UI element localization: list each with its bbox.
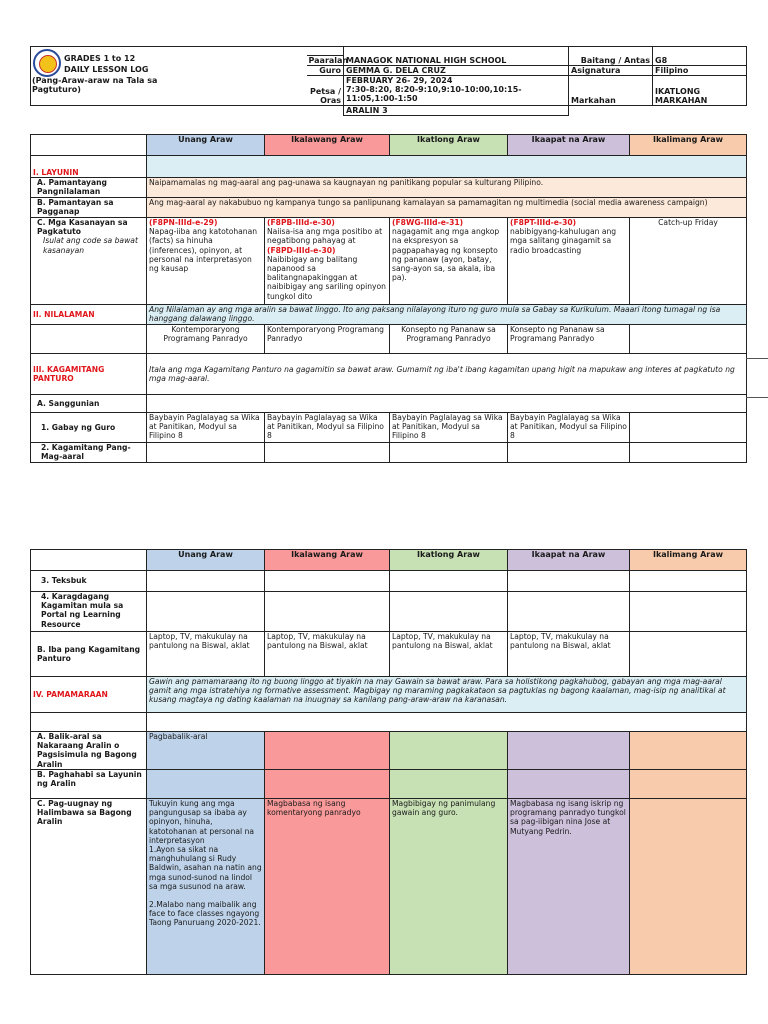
markahan-value: IKATLONG MARKAHAN <box>653 76 747 106</box>
kasanayan-text-4: nabibigyang-kahulugan ang mga salitang ginagamit sa radio broadcasting <box>510 227 617 255</box>
pag-uugnay-day-3: Magbibigay ng panimulang gawain ang guro. <box>390 799 508 975</box>
kasanayan-day-5: Catch-up Friday <box>630 218 747 305</box>
oras-value: 7:30-8:20, 8:20-9:10,9:10-10:00,10:15-11:05,1:00-1:50 <box>346 85 522 103</box>
stray-line-2 <box>746 397 768 398</box>
balik-aral-label: A. Balik-aral sa Nakaraang Aralin o Pagsisimula ng Bagong Aralin <box>31 732 147 770</box>
iba-day-1: Laptop, TV, makukulay na pantulong na Biswal, aklat <box>147 632 265 677</box>
gabay-day-2: Baybayin Paglalayag sa Wika at Panitikan, Modyul sa Filipino 8 <box>265 413 390 443</box>
kasanayan-note: Isulat ang code sa bawat kasanayan <box>43 236 138 255</box>
gabay-label: 1. Gabay ng Guro <box>31 413 147 443</box>
code-2b: (F8PD-IIId-e-30) <box>267 245 336 255</box>
code-2: (F8PB-IIId-e-30) <box>267 218 335 227</box>
day-header-5: Ikalimang Araw <box>630 135 747 156</box>
gabay-day-5 <box>630 413 747 443</box>
kagamitan-text: Itala ang mga Kagamitang Panturo na gagamitin sa bawat araw. Gumamit ng iba't ibang kagamitan upang higit na mapukaw ang interes at pagkatuto ng mga mag-aaral. <box>147 354 747 395</box>
gabay-day-4: Baybayin Paglalayag sa Wika at Panitikan, Modyul sa Filipino 8 <box>508 413 630 443</box>
kasanayan-cell <box>31 218 147 305</box>
pag-uugnay-p3: 2.Malabo nang maibalik ang face to face classes ngayong Taong Panuruang 2020-2021. <box>149 900 261 928</box>
nilalaman-blank <box>31 325 147 354</box>
day-header-2b: Ikalawang Araw <box>265 550 390 571</box>
day-header-3b: Ikatlong Araw <box>390 550 508 571</box>
sanggunian-label: A. Sanggunian <box>31 395 147 413</box>
pagganap-label: B. Pamantayan sa Pagganap <box>31 198 147 218</box>
stray-line-1 <box>746 358 768 359</box>
karagdagang-label: 4. Karagdagang Kagamitan mula sa Portal ng Learning Resource <box>31 592 147 632</box>
iba-day-2: Laptop, TV, makukulay na pantulong na Biswal, aklat <box>265 632 390 677</box>
gabay-day-1: Baybayin Paglalayag sa Wika at Panitikan, Modyul sa Filipino 8 <box>147 413 265 443</box>
kasanayan-day-2 <box>265 218 390 305</box>
nilalaman-text: Ang Nilalaman ay ang mga aralin sa bawat linggo. Ito ang paksang nilalayong ituro ng guro mula sa Gabay sa Kurikulum. Maaari itong tumagal ng isa hanggang dalawang linggo. <box>147 305 747 325</box>
section-layunin: I. LAYUNIN <box>31 156 147 178</box>
aralin-value: ARALIN 3 <box>344 106 569 116</box>
asignatura-value: Filipino <box>653 66 747 76</box>
day-header-5b: Ikalimang Araw <box>630 550 747 571</box>
code-3: (F8WG-IIId-e-31) <box>392 218 464 227</box>
grades-label: GRADES 1 to 12 <box>64 54 136 63</box>
pag-uugnay-p2: 1.Ayon sa sikat na manghuhulang si Rudy Baldwin, asahan na natin ang mga sunod-sunod na lindol sa mga susunod na araw. <box>149 845 262 891</box>
pag-uugnay-day-2: Magbabasa ng isang komentaryong panradyo <box>265 799 390 975</box>
lesson-table-page-1 <box>30 134 747 463</box>
iba-day-4: Laptop, TV, makukulay na pantulong na Biswal, aklat <box>508 632 630 677</box>
asignatura-label: Asignatura <box>569 66 653 76</box>
pag-uugnay-p1: Tukuyin kung ang mga pangungusap sa ibaba ay opinyon, hinuha, katotohanan at personal na interpretasyon <box>149 799 255 845</box>
guro-label: Guro <box>307 66 344 76</box>
pamantayang-label: A. Pamantayang Pangnilalaman <box>31 178 147 198</box>
kasanayan-text-2b: Naibibigay ang balitang napanood sa balitangnapakinggan at naibibigay ang sariling opinyon tungkol dito <box>267 254 386 301</box>
balik-aral-day-2 <box>265 732 390 770</box>
corner-cell <box>31 135 147 156</box>
nilalaman-day-2: Kontemporaryong Programang Panradyo <box>265 325 390 354</box>
kasanayan-text-3: nagagamit ang mga angkop na ekspresyon sa pagpapahayag ng konsepto ng pananaw (ayon, batay, sang-ayon sa, sa akala, iba pa). <box>392 227 500 283</box>
kasanayan-text-2: Naiisa-isa ang mga positibo at negatibong pahayag at <box>267 227 383 246</box>
pang-mag-aaral-label: 2. Kagamitang Pang-Mag-aaral <box>31 443 147 463</box>
day-header-4b: Ikaapat na Araw <box>508 550 630 571</box>
paaralan-label: Paaralan <box>308 56 349 65</box>
pamamaraan-text: Gawin ang pamamaraang ito ng buong linggo at tiyakin na may Gawain sa bawat araw. Para sa holistikong pagkahubog, gabayan ang mga mag-aaral gamit ang mga istratehiya ng formative assessment. Magbigay ng maraming pagkakataon sa pagtuklas ng bagong kaalaman, mag-isip ng analitikal at kusang magtaya ng dating kaalaman na inuugnay sa kanilang pang-araw-araw na karanasan. <box>147 677 747 713</box>
deped-logo <box>33 49 61 77</box>
baitang-value: G8 <box>653 56 747 66</box>
layunin-band <box>147 156 747 178</box>
code-4: (F8PT-IIId-e-30) <box>510 218 577 227</box>
balik-aral-day-5 <box>630 732 747 770</box>
nilalaman-day-1: Kontemporaryong Programang Panradyo <box>147 325 265 354</box>
section-nilalaman: II. NILALAMAN <box>31 305 147 325</box>
paaralan-value: MANAGOK NATIONAL HIGH SCHOOL <box>344 56 569 66</box>
day-header-2: Ikalawang Araw <box>265 135 390 156</box>
kasanayan-text-1: Napag-iiba ang katotohanan (facts) sa hinuha (inferences), opinyon, at personal na interpretasyon ng kausap <box>149 227 258 274</box>
day-header-1b: Unang Araw <box>147 550 265 571</box>
balik-aral-day-3 <box>390 732 508 770</box>
kasanayan-label: C. Mga Kasanayan sa Pagkatuto <box>37 218 128 237</box>
day-header-3: Ikatlong Araw <box>390 135 508 156</box>
dll-subtitle: (Pang-Araw-araw na Tala sa Pagtuturo) <box>32 76 158 94</box>
iba-day-5 <box>630 632 747 677</box>
balik-aral-day-1: Pagbabalik-aral <box>147 732 265 770</box>
petsa-cell <box>344 76 569 106</box>
guro-value: GEMMA G. DELA CRUZ <box>344 66 569 76</box>
section-kagamitan: III. KAGAMITANG PANTURO <box>31 354 147 395</box>
nilalaman-day-5 <box>630 325 747 354</box>
header-table <box>30 46 747 116</box>
nilalaman-day-3: Konsepto ng Pananaw sa Programang Panradyo <box>390 325 508 354</box>
lesson-table-page-2 <box>30 549 747 975</box>
petsa-value: FEBRUARY 26- 29, 2024 <box>346 76 453 85</box>
markahan-label: Markahan <box>569 76 653 106</box>
paghahabi-label: B. Paghahabi sa Layunin ng Aralin <box>31 770 147 799</box>
section-pamamaraan: IV. PAMAMARAAN <box>31 677 147 713</box>
day-header-1: Unang Araw <box>147 135 265 156</box>
pag-uugnay-day-4: Magbabasa ng isang iskrip ng programang panradyo tungkol sa pag-iibigan nina Jose at Mutyang Pedrin. <box>508 799 630 975</box>
teksbuk-label: 3. Teksbuk <box>31 571 147 592</box>
pag-uugnay-day-1 <box>147 799 265 975</box>
pag-uugnay-label: C. Pag-uugnay ng Halimbawa sa Bagong Aralin <box>31 799 147 975</box>
corner-cell-2 <box>31 550 147 571</box>
kasanayan-day-4 <box>508 218 630 305</box>
pag-uugnay-day-5 <box>630 799 747 975</box>
pagganap-text: Ang mag-aaral ay nakabubuo ng kampanya tungo sa panlipunang kamalayan sa pamamagitan ng multimedia (social media awareness campaign) <box>147 198 747 218</box>
iba-day-3: Laptop, TV, makukulay na pantulong na Biswal, aklat <box>390 632 508 677</box>
iba-label: B. Iba pang Kagamitang Panturo <box>31 632 147 677</box>
baitang-label: Baitang / Antas <box>569 56 653 66</box>
sanggunian-blank <box>147 395 747 413</box>
kasanayan-day-3 <box>390 218 508 305</box>
gabay-day-3: Baybayin Paglalayag sa Wika at Panitikan, Modyul sa Filipino 8 <box>390 413 508 443</box>
header-title-cell <box>31 47 307 106</box>
dll-label: DAILY LESSON LOG <box>64 65 149 74</box>
nilalaman-day-4: Konsepto ng Pananaw sa Programang Panradyo <box>508 325 630 354</box>
code-1: (F8PN-IIId-e-29) <box>149 218 218 227</box>
day-header-4: Ikaapat na Araw <box>508 135 630 156</box>
pamantayang-text: Naipamamalas ng mag-aaral ang pag-unawa sa kaugnayan ng panitikang popular sa kulturang Pilipino. <box>147 178 747 198</box>
kasanayan-day-1 <box>147 218 265 305</box>
paaralan-label <box>307 47 344 56</box>
petsa-label: Petsa / Oras <box>307 76 344 106</box>
balik-aral-day-4 <box>508 732 630 770</box>
